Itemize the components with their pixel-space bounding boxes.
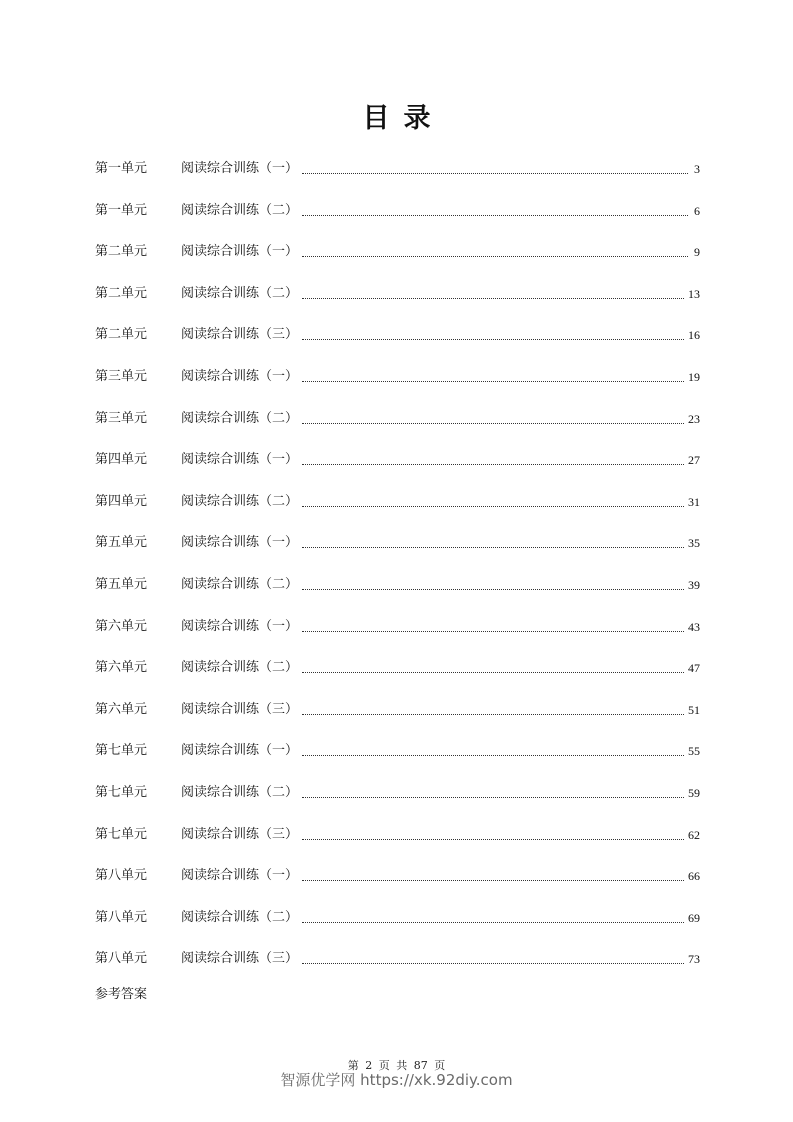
dot-leader xyxy=(302,616,684,632)
toc-entry[interactable] xyxy=(95,574,700,616)
toc-unit: 第八单元 xyxy=(95,951,148,967)
toc-entry[interactable] xyxy=(95,532,700,574)
toc-unit: 第七单元 xyxy=(95,826,148,842)
toc-unit: 第四单元 xyxy=(95,493,148,509)
toc-page-number: 51 xyxy=(688,702,700,717)
toc-page-number: 6 xyxy=(694,203,700,218)
toc-page-number: 9 xyxy=(694,245,700,260)
toc-page-number: 62 xyxy=(688,827,700,842)
toc-lesson: 阅读综合训练（一） xyxy=(181,618,299,634)
toc-page-number: 73 xyxy=(688,952,700,967)
toc-unit: 第六单元 xyxy=(95,618,148,634)
toc-lesson: 阅读综合训练（二） xyxy=(181,909,299,925)
toc-page-number: 31 xyxy=(688,494,700,509)
toc-lesson: 阅读综合训练（一） xyxy=(181,868,299,884)
toc-lesson: 阅读综合训练（二） xyxy=(181,576,299,592)
toc-unit: 第四单元 xyxy=(95,452,148,468)
toc-lesson: 阅读综合训练（一） xyxy=(181,368,299,384)
toc-lesson: 阅读综合训练（一） xyxy=(181,452,299,468)
toc-lesson: 阅读综合训练（一） xyxy=(181,244,299,260)
dot-leader xyxy=(302,865,684,881)
toc-page-number: 39 xyxy=(688,577,700,592)
toc-unit: 第五单元 xyxy=(95,535,148,551)
toc-entry[interactable] xyxy=(95,449,700,491)
toc-entry[interactable] xyxy=(95,491,700,533)
toc-unit: 第二单元 xyxy=(95,244,148,260)
dot-leader xyxy=(302,408,684,424)
toc-entry[interactable] xyxy=(95,158,700,200)
toc-unit: 第八单元 xyxy=(95,909,148,925)
toc-entry[interactable] xyxy=(95,283,700,325)
toc-entry[interactable] xyxy=(95,657,700,699)
toc-page-number: 59 xyxy=(688,785,700,800)
toc-unit: 第六单元 xyxy=(95,660,148,676)
dot-leader xyxy=(302,782,684,798)
toc-page-number: 16 xyxy=(688,328,700,343)
dot-leader xyxy=(302,532,684,548)
toc-page-number: 19 xyxy=(688,369,700,384)
toc-page-number: 55 xyxy=(688,744,700,759)
toc-lesson: 阅读综合训练（三） xyxy=(181,327,299,343)
dot-leader xyxy=(302,158,688,174)
dot-leader xyxy=(302,824,684,840)
page-title: 目录 xyxy=(362,103,445,134)
toc-lesson: 阅读综合训练（二） xyxy=(181,285,299,301)
toc-page-number: 43 xyxy=(688,619,700,634)
dot-leader xyxy=(302,200,688,216)
dot-leader xyxy=(302,241,688,257)
toc-page-number: 66 xyxy=(688,869,700,884)
dot-leader xyxy=(302,324,684,340)
toc-lesson: 阅读综合训练（一） xyxy=(181,161,299,176)
toc-lesson: 阅读综合训练（二） xyxy=(181,660,299,676)
toc-page-number: 13 xyxy=(688,286,700,301)
toc-lesson: 阅读综合训练（二） xyxy=(181,410,299,426)
toc-page-number: 23 xyxy=(688,411,700,426)
toc-lesson: 阅读综合训练（一） xyxy=(181,743,299,759)
toc-entry[interactable] xyxy=(95,241,700,283)
table-of-contents xyxy=(95,158,700,990)
toc-entry[interactable] xyxy=(95,699,700,741)
dot-leader xyxy=(302,699,684,715)
toc-unit: 第五单元 xyxy=(95,576,148,592)
toc-entry[interactable] xyxy=(95,782,700,824)
toc-unit: 第六单元 xyxy=(95,701,148,717)
dot-leader xyxy=(302,366,684,382)
toc-unit: 第一单元 xyxy=(95,161,148,176)
toc-entry[interactable] xyxy=(95,948,700,990)
toc-page-number: 69 xyxy=(688,910,700,925)
dot-leader xyxy=(302,907,684,923)
toc-lesson: 阅读综合训练（三） xyxy=(181,951,299,967)
toc-unit: 第二单元 xyxy=(95,327,148,343)
toc-entry[interactable] xyxy=(95,907,700,949)
toc-lesson: 阅读综合训练（二） xyxy=(181,784,299,800)
toc-page-number: 47 xyxy=(688,661,700,676)
toc-page-number: 3 xyxy=(694,162,700,176)
page-indicator: 第 2 页 共 87 页 xyxy=(347,1059,446,1072)
dot-leader xyxy=(302,948,684,964)
toc-entry[interactable] xyxy=(95,324,700,366)
toc-unit: 第一单元 xyxy=(95,202,148,218)
toc-lesson: 阅读综合训练（二） xyxy=(181,202,299,218)
toc-entry[interactable] xyxy=(95,408,700,450)
toc-page-number: 27 xyxy=(688,453,700,468)
toc-unit: 第二单元 xyxy=(95,285,148,301)
toc-entry[interactable] xyxy=(95,865,700,907)
toc-unit: 第七单元 xyxy=(95,784,148,800)
toc-unit: 第七单元 xyxy=(95,743,148,759)
toc-entry[interactable] xyxy=(95,616,700,658)
toc-entry[interactable] xyxy=(95,200,700,242)
dot-leader xyxy=(302,449,684,465)
toc-entry[interactable] xyxy=(95,824,700,866)
toc-unit: 第三单元 xyxy=(95,410,148,426)
toc-entry[interactable] xyxy=(95,740,700,782)
toc-lesson: 阅读综合训练（一） xyxy=(181,535,299,551)
dot-leader xyxy=(302,574,684,590)
toc-lesson: 阅读综合训练（二） xyxy=(181,493,299,509)
toc-lesson: 阅读综合训练（三） xyxy=(181,701,299,717)
toc-unit: 第八单元 xyxy=(95,868,148,884)
toc-entry-answers[interactable]: 参考答案 xyxy=(95,987,148,1002)
dot-leader xyxy=(302,657,684,673)
toc-lesson: 阅读综合训练（三） xyxy=(181,826,299,842)
toc-unit: 第三单元 xyxy=(95,368,148,384)
dot-leader xyxy=(302,283,684,299)
dot-leader xyxy=(302,491,684,507)
toc-page-number: 35 xyxy=(688,536,700,551)
dot-leader xyxy=(302,740,684,756)
toc-entry[interactable] xyxy=(95,366,700,408)
watermark: 智源优学网 https://xk.92diy.com xyxy=(280,1071,513,1089)
